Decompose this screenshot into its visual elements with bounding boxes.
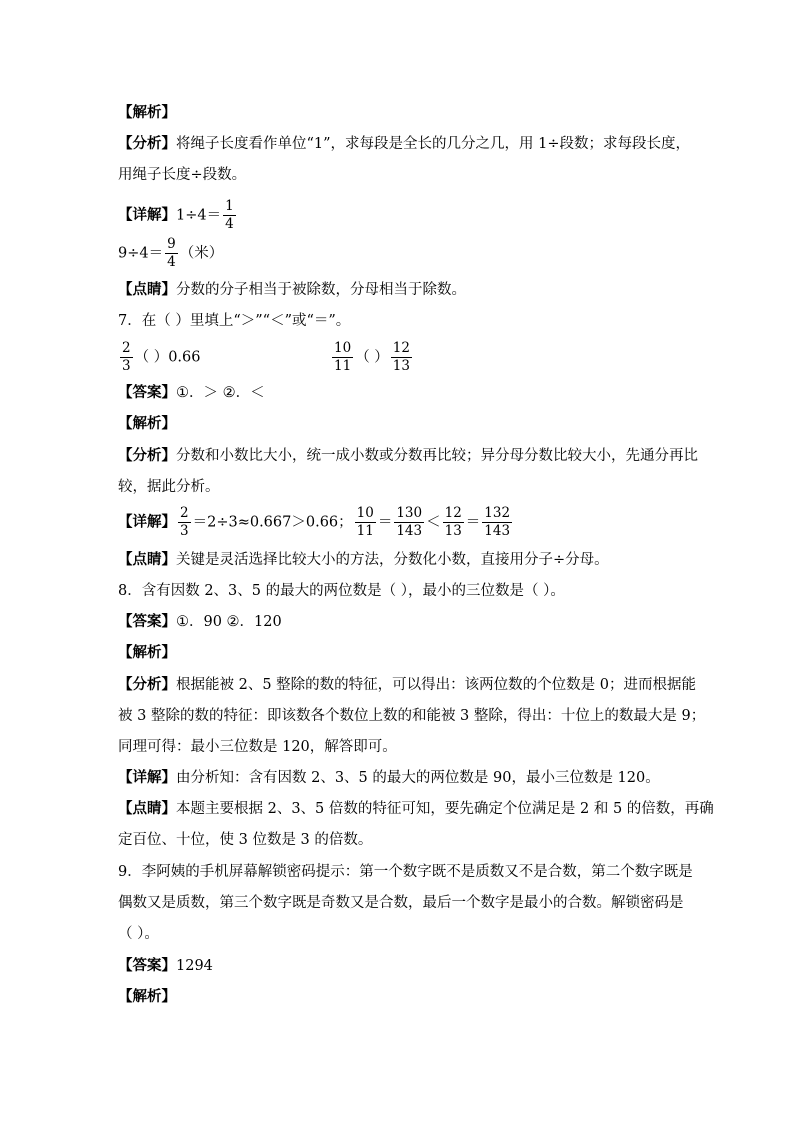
analysis-text: 分数和小数比大小，统一成小数或分数再比较；异分母分数比较大小，先通分再比 (176, 448, 698, 464)
remark-text: 分数的分子相当于被除数，分母相当于除数。 (176, 282, 466, 298)
numerator: 2 (180, 505, 189, 521)
expression-text: 9÷4＝ (118, 245, 164, 262)
unit-text: （米） (179, 245, 224, 262)
remark-text: 关键是灵活选择比较大小的方法，分数化小数，直接用分子÷分母。 (176, 552, 609, 568)
fraction (355, 505, 376, 540)
analysis-line-continued: 被 3 整除的数的特征：即该数各个数位上数的和能被 3 整除，得出：十位上的数最大是 9； (118, 708, 706, 724)
fraction (178, 505, 191, 540)
denominator: 4 (225, 216, 234, 232)
section-label-analysis: 【解析】 (118, 988, 176, 1005)
tag-remark: 【点睛】 (118, 281, 176, 298)
answer-line (118, 612, 282, 632)
denominator: 13 (392, 358, 410, 374)
analysis-line (118, 675, 696, 695)
expression-text: ＝2÷3≈0.667＞0.66； (192, 514, 353, 531)
tag-analysis: 【分析】 (118, 447, 176, 464)
question-9-continued: 偶数又是质数，第三个数字既是奇数又是合数，最后一个数字是最小的合数。解锁密码是 (118, 895, 684, 911)
section-label-analysis: 【解析】 (118, 644, 176, 661)
tag-analysis: 【分析】 (118, 676, 176, 693)
numerator: 130 (396, 505, 423, 521)
tag-answer: 【答案】 (118, 613, 176, 630)
remark-line (118, 280, 466, 300)
numerator: 12 (444, 505, 462, 521)
numerator: 10 (356, 505, 374, 521)
detail-line (118, 768, 660, 788)
blank-2 (330, 340, 414, 375)
denominator: 143 (396, 523, 423, 539)
tag-detail: 【详解】 (118, 513, 176, 531)
operator: ＜ (426, 514, 441, 531)
answer-line (118, 383, 265, 403)
fraction (394, 505, 424, 540)
answer-line (118, 956, 213, 976)
blank-text: （ ） (355, 349, 389, 366)
numerator: 10 (334, 340, 352, 356)
remark-line (118, 799, 714, 819)
denominator: 143 (484, 523, 511, 539)
analysis-line-continued: 用绳子长度÷段数。 (118, 167, 247, 183)
tag-remark: 【点睛】 (118, 551, 176, 568)
numerator: 12 (392, 340, 410, 356)
question-7-blanks (118, 340, 478, 378)
numerator: 1 (225, 198, 234, 214)
tag-answer: 【答案】 (118, 957, 176, 974)
fraction (482, 505, 512, 540)
answer-text: 1294 (176, 958, 213, 974)
denominator: 4 (167, 254, 176, 270)
analysis-line (118, 446, 698, 466)
detail-line (118, 505, 514, 540)
answer-text: ①．90 ②．120 (176, 614, 282, 630)
analysis-line (118, 134, 690, 154)
denominator: 13 (444, 523, 462, 539)
operator: ＝ (377, 514, 393, 531)
fraction (391, 340, 412, 375)
blank-text: （ ）0.66 (134, 349, 201, 366)
detail-line (118, 236, 223, 271)
question-9: 9．李阿姨的手机屏幕解锁密码提示：第一个数字既不是质数又不是合数，第二个数字既是 (118, 864, 693, 880)
fraction (223, 198, 236, 233)
fraction (332, 340, 353, 375)
analysis-line-continued: 同理可得：最小三位数是 120，解答即可。 (118, 739, 397, 755)
analysis-text: 将绳子长度看作单位“1”，求每段是全长的几分之几，用 1÷段数；求每段长度， (176, 136, 691, 152)
remark-text: 本题主要根据 2、3、5 倍数的特征可知，要先确定个位满足是 2 和 5 的倍数，再确 (176, 801, 714, 817)
denominator: 3 (122, 358, 131, 374)
detail-text: 由分析知：含有因数 2、3、5 的最大的两位数是 90，最小三位数是 120。 (176, 770, 660, 786)
blank-1 (118, 340, 201, 375)
tag-answer: 【答案】 (118, 384, 176, 401)
fraction (165, 236, 178, 271)
analysis-text: 根据能被 2、5 整除的数的特征，可以得出：该两位数的个位数是 0；进而根据能 (176, 677, 697, 693)
question-7: 7．在（ ）里填上“＞”“＜”或“＝”。 (118, 313, 351, 329)
tag-detail: 【详解】 (118, 206, 176, 224)
analysis-line-continued: 较，据此分析。 (118, 479, 220, 495)
section-label-analysis: 【解析】 (118, 104, 176, 121)
denominator: 11 (334, 358, 352, 374)
operator: ＝ (465, 514, 481, 531)
expression-text: 1÷4＝ (176, 207, 222, 224)
tag-detail: 【详解】 (118, 769, 176, 786)
fraction (120, 340, 133, 375)
fraction (443, 505, 464, 540)
tag-analysis: 【分析】 (118, 135, 176, 152)
numerator: 9 (167, 236, 176, 252)
question-8: 8．含有因数 2、3、5 的最大的两位数是（ ），最小的三位数是（ ）。 (118, 583, 565, 599)
tag-remark: 【点睛】 (118, 800, 176, 817)
remark-line (118, 550, 609, 570)
denominator: 11 (356, 523, 374, 539)
numerator: 132 (484, 505, 511, 521)
remark-line-continued: 定百位、十位，使 3 位数是 3 的倍数。 (118, 832, 373, 848)
denominator: 3 (180, 523, 189, 539)
detail-line (118, 198, 238, 233)
numerator: 2 (122, 340, 131, 356)
section-label-analysis: 【解析】 (118, 415, 176, 432)
answer-text: ①．＞ ②．＜ (176, 385, 265, 401)
question-9-continued: （ ）。 (118, 926, 159, 942)
